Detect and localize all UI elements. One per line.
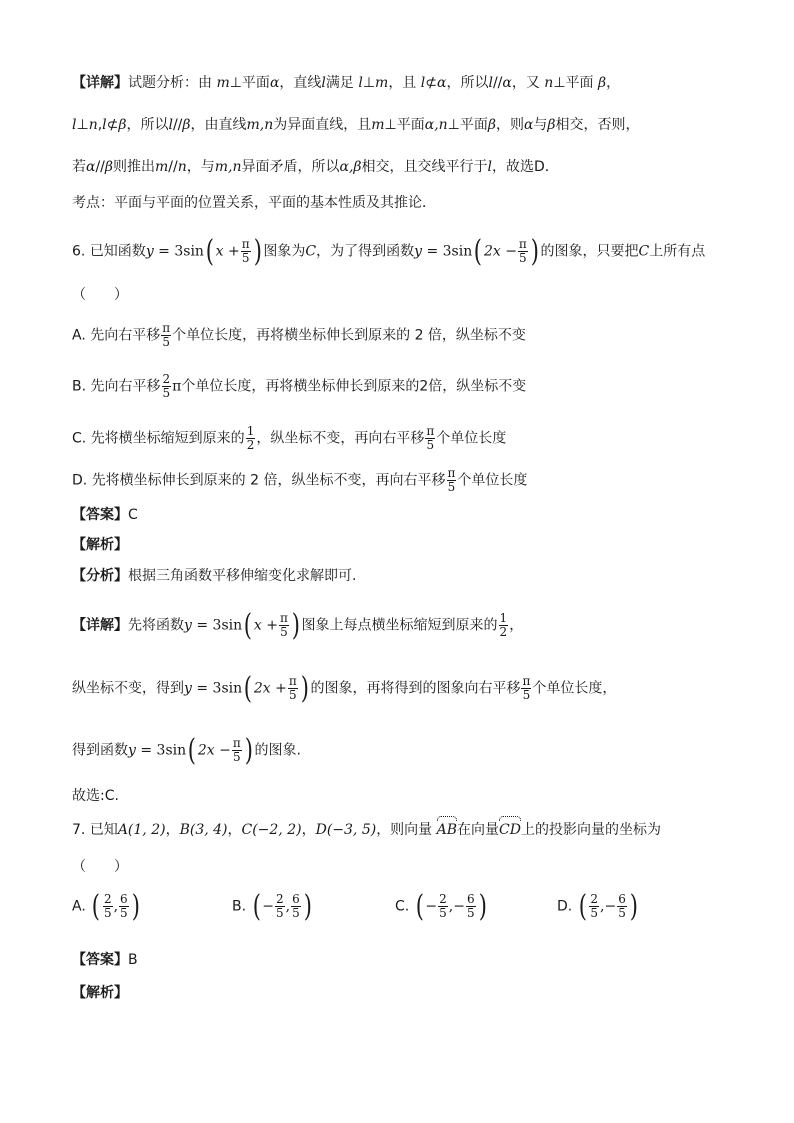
question-7-stem: 7. 已知A(1, 2)，B(3, 4)，C(−2, 2)，D(−3, 5)，则向量 AB在向量CD上的投影向量的坐标为	[72, 822, 661, 838]
question-6-blank: （ ）	[72, 287, 128, 303]
detail-line-2: l⊥n,l⊄β，所以l//β，由直线m,n为异面直线，且m⊥平面α,n⊥平面β，则α与β相交，否则，	[72, 117, 640, 133]
fraction: $\frac{\pi}{5}$	[241, 237, 250, 265]
question-7-blank: （ ）	[72, 859, 128, 875]
question-6-option-c: C. 先将横坐标缩短到原来的 $\frac{1}{2}$ ，纵坐标不变，再向右平移 $\frac{\pi}{5}$ 个单位长度	[72, 424, 507, 452]
fraction: $\frac{\pi}{5}$	[518, 237, 527, 265]
kaodian-line: 考点：平面与平面的位置关系，平面的基本性质及其推论．	[72, 195, 436, 211]
detail-tag: 【详解】	[72, 75, 128, 91]
vector-cd: CD	[499, 822, 521, 838]
question-7-option-b: B. ( − $\frac{2}{5}$ , $\frac{6}{5}$ )	[232, 888, 312, 924]
question-number: 6.	[72, 243, 86, 260]
question-6-detail-2: 纵坐标不变，得到y = 3sin( 2x + $\frac{\pi}{5}$ ) 的图象，再将得到的图象向右平移 $\frac{\pi}{5}$ 个单位长度，	[72, 670, 617, 706]
question-6-analysis-tag: 【解析】	[72, 537, 128, 553]
question-6-option-a: A. 先向右平移 $\frac{\pi}{5}$ 个单位长度，再将横坐标伸长到原来的 2 倍，纵坐标不变	[72, 321, 526, 349]
question-7-option-c: C. ( − $\frac{2}{5}$ ,− $\frac{6}{5}$ )	[395, 888, 487, 924]
detail-line-1: 【详解】试题分析：由 m⊥平面α，直线l满足 l⊥m，且 l⊄α，所以l//α，又 n⊥平面 β，	[72, 75, 621, 91]
question-6-option-b: B. 先向右平移 $\frac{2}{5}$ π个单位长度，再将横坐标伸长到原来的2倍，纵坐标不变	[72, 372, 527, 400]
question-6-answer: 【答案】C	[72, 507, 138, 523]
question-7-answer: 【答案】B	[72, 952, 138, 968]
question-6-fenxi: 【分析】根据三角函数平移伸缩变化求解即可.	[72, 568, 357, 584]
question-6-detail-3: 得到函数y = 3sin( 2x − $\frac{\pi}{5}$ ) 的图象.	[72, 732, 301, 768]
vector-ab: AB	[436, 822, 458, 838]
question-7-analysis-tag: 【解析】	[72, 985, 128, 1001]
question-6-detail-1: 【详解】先将函数y = 3sin( x + $\frac{\pi}{5}$ ) 图象上每点横坐标缩短到原来的 $\frac{1}{2}$ ，	[72, 607, 524, 643]
question-6-choose: 故选:C.	[72, 788, 119, 804]
question-6-option-d: D. 先将横坐标伸长到原来的 2 倍，纵坐标不变，再向右平移 $\frac{\pi}{5}$ 个单位长度	[72, 466, 528, 494]
question-6-stem: 6. 已知函数y = 3sin( x + $\frac{\pi}{5}$ ) 图象为C，为了得到函数y = 3sin( 2x − $\frac{\pi}{5}$ ) 的图象，只要把C上所有点	[72, 233, 706, 269]
question-7-option-d: D. ( $\frac{2}{5}$ ,− $\frac{6}{5}$ )	[557, 888, 638, 924]
question-number: 7.	[72, 822, 86, 838]
question-7-option-a: A. ( $\frac{2}{5}$ , $\frac{6}{5}$ )	[72, 888, 140, 924]
detail-line-3: 若α//β则推出m//n，与m,n异面矛盾，所以α,β相交，且交线平行于l，故选D．	[72, 159, 559, 175]
